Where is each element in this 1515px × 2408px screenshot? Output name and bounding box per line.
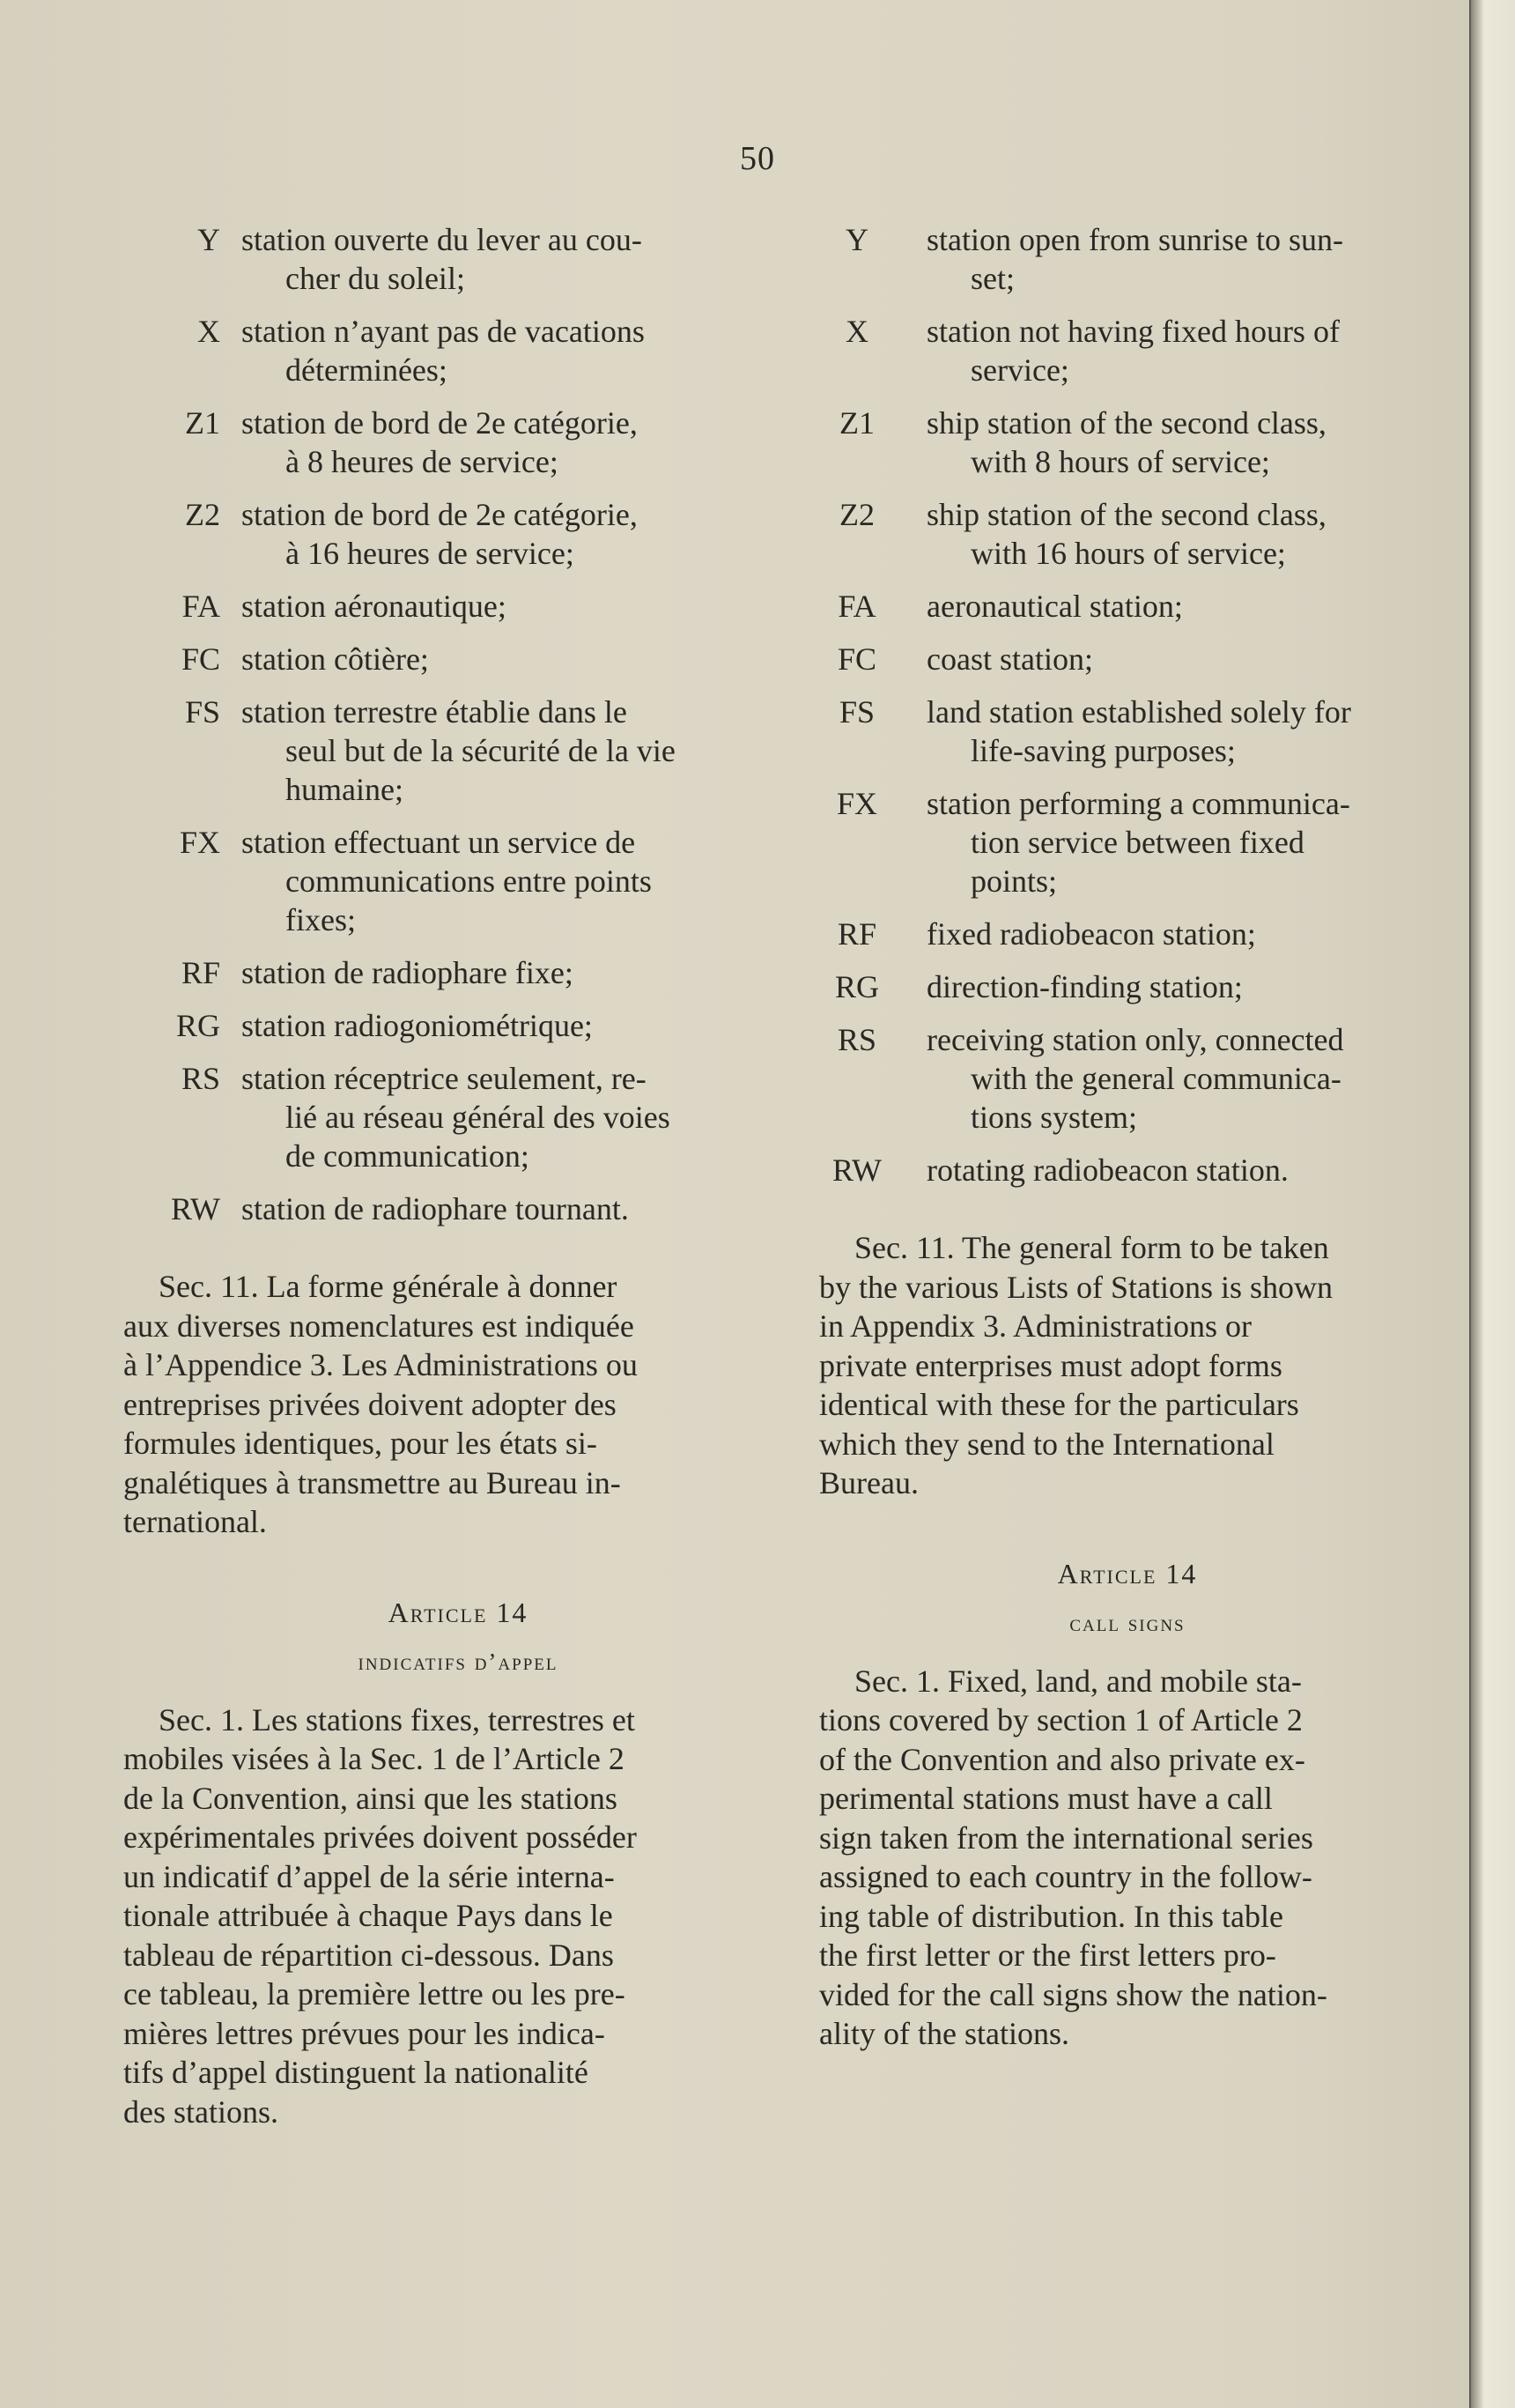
station-code: RW [831,1152,882,1188]
description-line: ship station of the second class, [927,497,1327,532]
description-line: station aéronautique; [241,589,506,624]
paragraph-line: Sec. 11. La forme générale à donner [159,1269,617,1304]
station-description [231,953,793,992]
station-code: FA [181,589,220,624]
description-line: land station established solely for [927,694,1351,730]
paragraph-line: entreprises privées doivent adopter des [123,1386,617,1422]
description-line: station de bord de 2e catégorie, [241,405,638,441]
description-line: with 16 hours of service; [971,536,1286,571]
station-code: Y [846,222,868,257]
station-entry [819,1020,1436,1137]
station-entry [819,220,1436,298]
paragraph-line: of the Convention and also private ex- [819,1741,1305,1777]
station-code: FS [184,694,220,730]
station-entry [123,312,793,389]
paragraph-line: assigned to each country in the follow- [819,1859,1312,1894]
paragraph-line: expérimentales privées doivent posséder [123,1819,637,1855]
station-description [231,1059,793,1175]
description-line: à 16 heures de service; [285,536,574,571]
station-entry [123,587,793,626]
station-description [231,220,793,298]
station-entry [123,495,793,573]
station-code: RW [170,1191,220,1226]
description-line: humaine; [285,772,403,807]
station-description [231,1006,793,1045]
description-line: station effectuant un service de [241,825,636,860]
description-line: station côtière; [241,641,429,677]
station-code: FC [181,641,220,677]
description-line: lié au réseau général des voies [285,1100,670,1135]
description-line: aeronautical station; [927,589,1183,624]
station-code: FX [179,825,220,860]
station-description [231,1189,793,1228]
paragraph-line: Sec. 1. Les stations fixes, terrestres et [159,1701,635,1737]
station-description [916,1151,1436,1189]
description-line: station not having fixed hours of [927,314,1340,349]
station-entry [819,587,1436,626]
station-entry [819,640,1436,678]
station-description [231,495,793,573]
description-line: tion service between fixed [971,825,1304,860]
station-code: FS [839,694,876,730]
station-description [916,967,1436,1006]
station-entry [819,495,1436,573]
station-code: Z1 [185,405,220,441]
station-code: RF [181,955,220,990]
station-code: FA [838,589,876,624]
station-code: RG [175,1008,220,1043]
description-line: service; [971,352,1069,388]
sec11-english [819,1228,1436,1503]
station-code: X [846,314,868,349]
station-entry [819,693,1436,770]
station-code: RF [837,916,877,952]
article-subheading-french: indicatifs d’appel [358,1648,558,1675]
description-line: direction-finding station; [927,969,1243,1004]
paragraph-line: in Appendix 3. Administrations or [819,1308,1252,1344]
paragraph-line: the first letter or the first letters pro- [819,1938,1276,1973]
station-code: FC [837,641,877,677]
station-code: RS [837,1022,877,1057]
station-entry [123,404,793,481]
paragraph-line: ternational. [123,1504,267,1539]
station-code: Y [197,222,220,257]
description-line: points; [971,863,1058,899]
paragraph-line: by the various Lists of Stations is shown [819,1269,1333,1305]
paragraph-line: mobiles visées à la Sec. 1 de l’Article 2 [123,1741,624,1776]
description-line: station open from sunrise to sun- [927,222,1343,257]
station-entry [819,967,1436,1006]
description-line: tions system; [971,1100,1138,1135]
sec11-french [123,1267,793,1542]
station-description [916,587,1436,626]
description-line: station performing a communica- [927,786,1350,821]
station-code: Z2 [185,497,220,532]
article-heading-english: Article 14 [1057,1557,1198,1589]
paragraph-line: ing table of distribution. In this table [819,1898,1283,1934]
station-entry [819,404,1436,481]
station-description [916,915,1436,953]
paragraph-line: des stations. [123,2093,278,2130]
station-description [231,312,793,389]
description-line: station n’ayant pas de vacations [241,314,645,349]
paragraph-line: tionale attribuée à chaque Pays dans le [123,1898,613,1933]
description-line: station de radiophare fixe; [241,955,573,990]
paragraph-line: à l’Appendice 3. Les Administrations ou [123,1347,638,1382]
paragraph-line: de la Convention, ainsi que les stations [123,1780,617,1816]
paragraph-line: sign taken from the international series [819,1819,1313,1856]
description-line: station de bord de 2e catégorie, [241,497,638,532]
station-codes-english [819,220,1436,1189]
paragraph-line: un indicatif d’appel de la série interna- [123,1858,615,1894]
station-entry [819,784,1436,900]
paragraph-line: tions covered by section 1 of Article 2 [819,1702,1303,1737]
paragraph-line: vided for the call signs show the nation- [819,1976,1327,2012]
station-description [916,220,1436,298]
paragraph-line: tifs d’appel distinguent la nationalité [123,2055,588,2090]
description-line: set; [971,261,1015,296]
description-line: communications entre points [285,863,652,899]
station-description [231,587,793,626]
paragraph-line: formules identiques, pour les états si- [123,1426,597,1461]
description-line: cher du soleil; [285,261,465,296]
description-line: ship station of the second class, [927,405,1327,441]
description-line: de communication; [285,1138,529,1174]
description-line: life-saving purposes; [971,733,1236,768]
description-line: receiving station only, connected [927,1022,1344,1057]
station-code: Z2 [839,497,875,532]
station-code: RS [181,1061,220,1096]
station-entry [819,1151,1436,1189]
paragraph-line: mières lettres prévues pour les indica- [123,2015,605,2051]
station-entry [123,1059,793,1175]
description-line: à 8 heures de service; [285,444,558,479]
description-line: fixes; [285,902,356,937]
station-entry [123,1189,793,1228]
description-line: station terrestre établie dans le [241,694,627,730]
station-description [916,1020,1436,1137]
description-line: fixed radiobeacon station; [927,916,1256,952]
station-description [916,693,1436,770]
station-code: X [197,314,220,349]
english-column [819,220,1436,2054]
station-description [916,495,1436,573]
description-line: rotating radiobeacon station. [927,1152,1289,1188]
station-description [916,312,1436,389]
paragraph-line: identical with these for the particulars [819,1387,1299,1422]
paragraph-line: tableau de répartition ci-dessous. Dans [123,1937,614,1973]
description-line: déterminées; [285,352,447,388]
description-line: coast station; [927,641,1093,677]
paragraph-line: Sec. 11. The general form to be taken [854,1230,1329,1265]
description-line: seul but de la sécurité de la vie [285,733,676,768]
paragraph-line: ality of the stations. [819,2016,1069,2051]
sec1-french [123,1700,793,2132]
station-entry [123,640,793,678]
station-description [231,823,793,939]
station-description [916,640,1436,678]
station-entry [819,915,1436,953]
description-line: station radiogoniométrique; [241,1008,593,1043]
station-code: RG [834,969,879,1004]
paragraph-line: perimental stations must have a call [819,1781,1273,1816]
description-line: station ouverte du lever au cou- [241,222,642,257]
station-description [231,640,793,678]
article-subheading-english: call signs [1069,1609,1186,1636]
description-line: station réceptrice seulement, re- [241,1061,647,1096]
paragraph-line: Bureau. [819,1465,919,1500]
french-column [123,220,793,2131]
station-description [916,404,1436,481]
station-code: FX [836,786,878,821]
station-code: Z1 [839,405,875,441]
station-description [231,404,793,481]
station-entry [819,312,1436,389]
station-entry [123,1006,793,1045]
description-line: station de radiophare tournant. [241,1191,629,1226]
description-line: with the general communica- [971,1061,1341,1096]
paragraph-line: Sec. 1. Fixed, land, and mobile sta- [854,1663,1302,1699]
article-heading-french: Article 14 [388,1596,528,1628]
paragraph-line: ce tableau, la première lettre ou les pre- [123,1976,625,2012]
station-entry [123,220,793,298]
station-entry [123,693,793,809]
paragraph-line: private enterprises must adopt forms [819,1347,1282,1383]
station-entry [123,953,793,992]
description-line: with 8 hours of service; [971,444,1270,479]
book-gutter [1469,0,1515,2408]
paragraph-line: gnalétiques à transmettre au Bureau in- [123,1464,621,1500]
paragraph-line: aux diverses nomenclatures est indiquée [123,1308,634,1344]
paragraph-line: which they send to the International [819,1426,1275,1462]
sec1-english [819,1662,1436,2054]
station-codes-french [123,220,793,1228]
station-description [231,693,793,809]
page-number: 50 [740,140,775,177]
station-entry [123,823,793,939]
station-description [916,784,1436,900]
